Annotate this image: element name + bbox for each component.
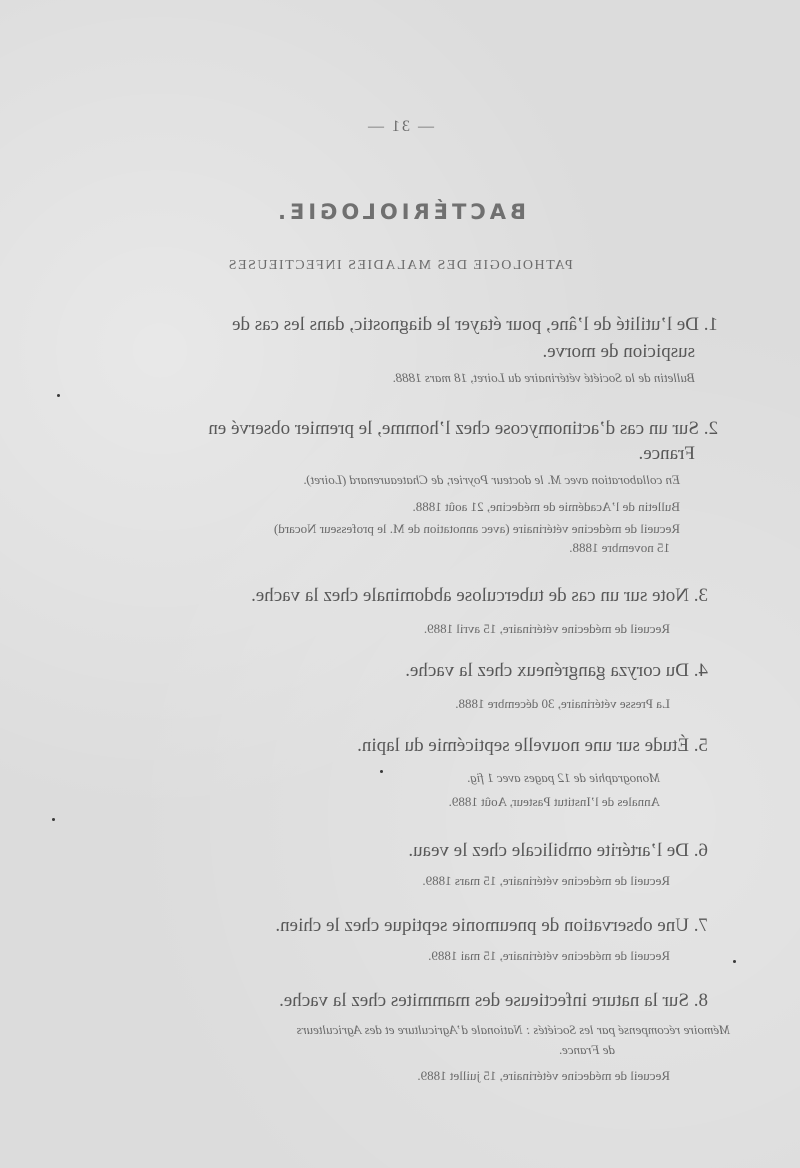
entry-5-title [357,735,708,757]
entry-7-number: 7. [693,915,708,936]
entry-2-ref-1: En collaboration avec M. le docteur Poyrier, de Chateaurenard (Loiret). [303,472,680,487]
entry-1-title-line2: suspicion de morve. [542,341,695,362]
entry-4-title [405,660,708,682]
entry-2-ref-4: 15 novembre 1888. [569,540,670,555]
entry-8-ref-2: de France. [558,1042,615,1057]
section-title: BACTÉRIOLOGIE. [273,200,527,224]
entry-2-title [208,418,718,440]
entry-2-ref-3: Recueil de médecine vétérinaire (avec annotation de M. le professeur Nocard) [273,521,680,536]
entry-2-title-line1: Sur un cas d’actinomycose chez l’homme, le premier observé en [208,418,699,439]
entry-5-title-line1: Étude sur une nouvelle septicémie du lapin. [357,735,689,756]
scan-speck [57,394,60,397]
scan-speck [380,770,383,773]
entry-6-title-line1: De l’artérite ombilicale chez le veau. [408,840,689,861]
entry-5-ref-2: Annales de l’Institut Pasteur, Août 1889. [448,794,660,809]
entry-5-ref-1: Monographie de 12 pages avec 1 fig. [466,770,660,785]
entry-7-title [275,915,708,937]
entry-6-title [408,840,708,862]
entry-7-ref-1: Recueil de médecine vétérinaire, 15 mai 1889. [428,948,670,963]
entry-5-number: 5. [693,735,708,756]
entry-4-title-line1: Du coryza gangréneux chez la vache. [405,660,689,681]
entry-2-title-line2: France. [638,443,695,464]
entry-2-number: 2. [703,418,718,439]
entry-2-ref-2: Bulletin de l’Académie de médecine, 21 août 1888. [412,499,680,514]
entry-3-title-line1: Note sur un cas de tuberculose abdominale chez la vache. [251,585,689,606]
entry-8-ref-1: Mémoire récompensé par les Sociétés : Nationale d’Agriculture et des Agriculteurs [296,1022,730,1037]
entry-3-title [251,585,708,607]
entry-7-title-line1: Une observation de pneumonie septique chez le chien. [275,915,689,936]
entry-3-ref-1: Recueil de médecine vétérinaire, 15 avril 1889. [423,621,670,636]
subsection-title: PATHOLOGIE DES MALADIES INFECTIEUSES [227,258,573,273]
entry-8-title [279,990,708,1012]
entry-4-number: 4. [693,660,708,681]
entry-6-number: 6. [693,840,708,861]
entry-6-ref-1: Recueil de médecine vétérinaire, 15 mars 1889. [422,873,670,888]
entry-1-title [232,314,718,336]
entry-1-title-line1: De l’utilité de l’âne, pour étayer le diagnostic, dans les cas de [232,314,699,335]
page-number: — 31 — [366,118,434,135]
entry-8-ref-3: Recueil de médecine vétérinaire, 15 juillet 1889. [417,1068,670,1083]
entry-3-number: 3. [693,585,708,606]
entry-8-title-line1: Sur la nature infectieuse des mammites chez la vache. [279,990,689,1011]
scan-speck [52,818,55,821]
scan-speck [733,960,736,963]
entry-1-number: 1. [703,314,718,335]
entry-1-ref-1: Bulletin de la Société vétérinaire du Loiret, 18 mars 1888. [392,370,695,385]
entry-4-ref-1: La Presse vétérinaire, 30 décembre 1888. [455,696,670,711]
entry-8-number: 8. [693,990,708,1011]
